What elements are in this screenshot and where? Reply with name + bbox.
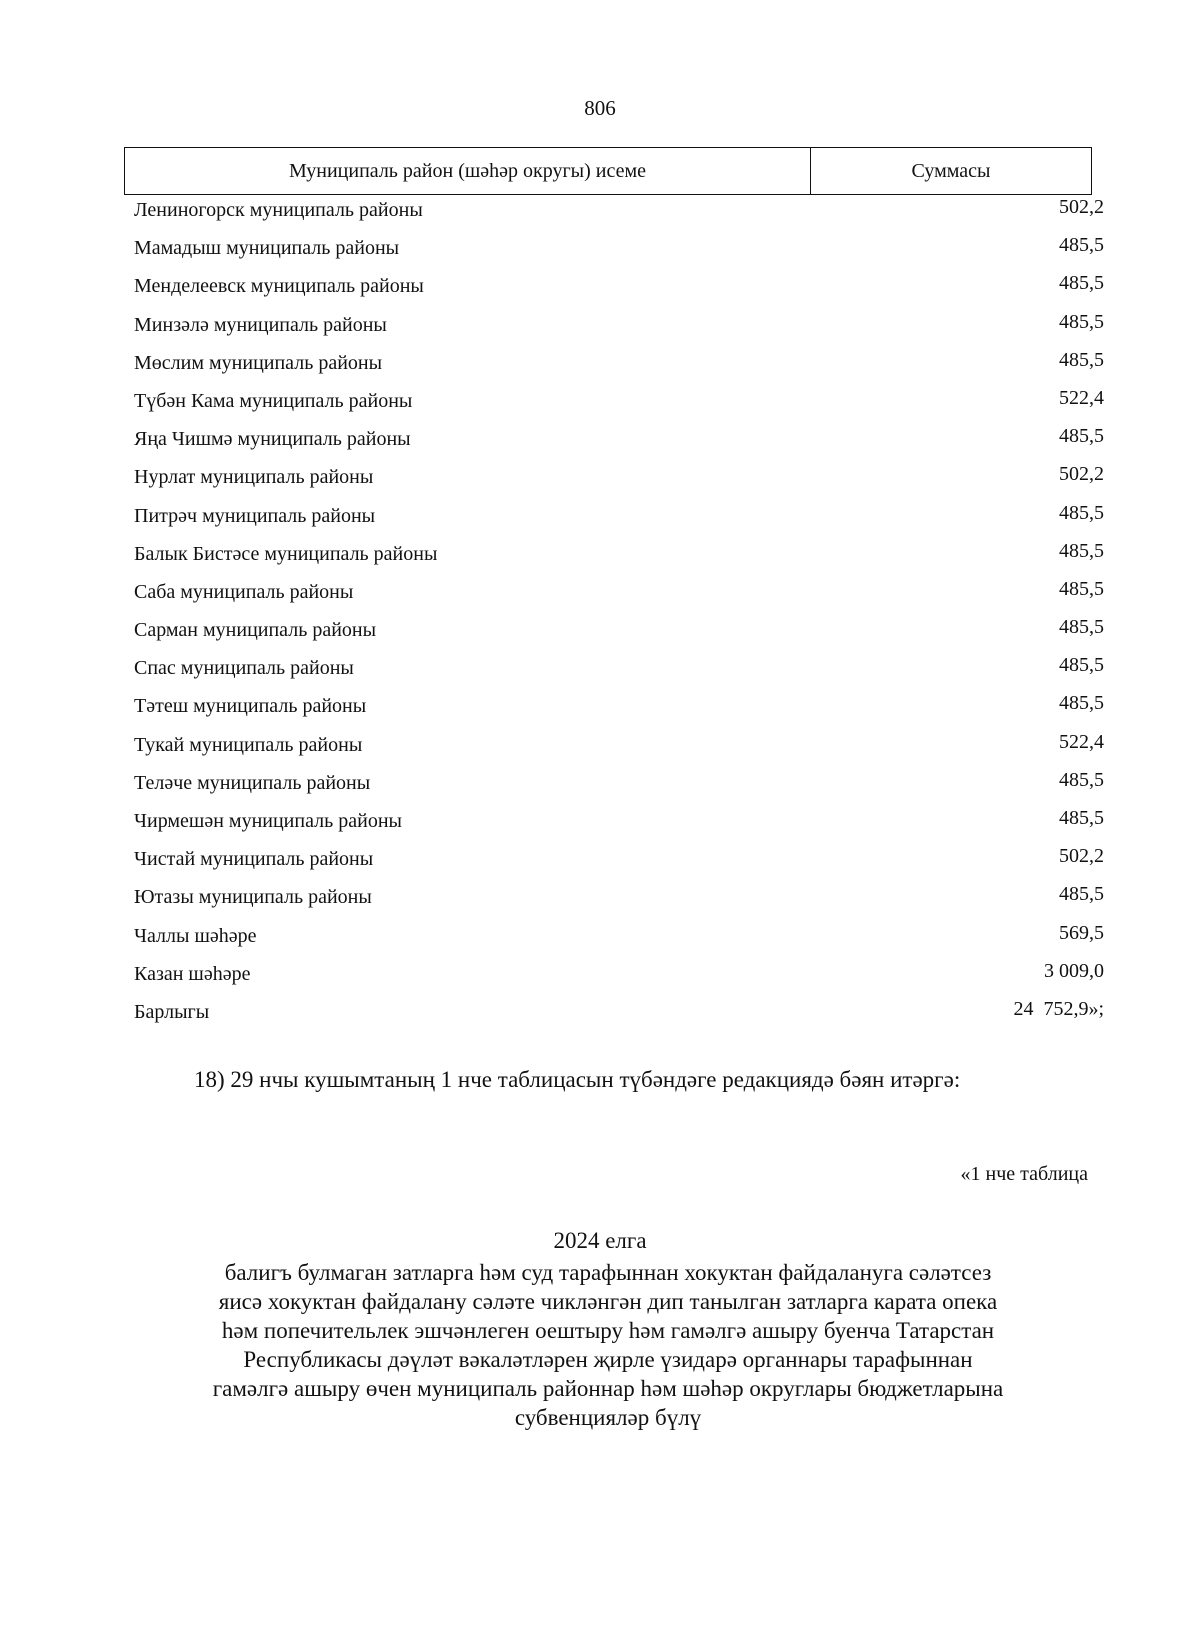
caption-title: [124, 1258, 1092, 1432]
row-name: Лениногорск муниципаль районы: [134, 199, 423, 221]
table-row: [134, 692, 1104, 730]
table-row: [134, 922, 1104, 960]
row-name: Нурлат муниципаль районы: [134, 466, 374, 489]
row-value: 485,5: [1059, 692, 1104, 715]
table-row: [134, 883, 1104, 921]
row-value: 485,5: [1059, 348, 1104, 371]
row-value: 24 752,9»;: [1013, 997, 1104, 1020]
row-name: Түбән Кама муниципаль районы: [134, 389, 413, 412]
table-row: [134, 387, 1104, 425]
row-name: Минзәлә муниципаль районы: [134, 313, 387, 336]
row-value: 522,4: [1059, 386, 1104, 409]
row-value: 485,5: [1059, 272, 1104, 295]
row-value: 502,2: [1059, 463, 1104, 486]
row-name: Балык Бистәсе муниципаль районы: [134, 542, 438, 565]
row-value: 485,5: [1059, 883, 1104, 906]
row-name: Тәтеш муниципаль районы: [134, 695, 367, 718]
table-row: [134, 654, 1104, 692]
caption-line: субвенцияләр бүлү: [514, 1405, 702, 1430]
table-row: [134, 540, 1104, 578]
row-value: 3 009,0: [1044, 959, 1104, 982]
table-row: [134, 196, 1104, 234]
row-value: 485,5: [1059, 501, 1104, 524]
row-value: 522,4: [1059, 730, 1104, 753]
row-value: 485,5: [1059, 616, 1104, 639]
row-value: 485,5: [1059, 807, 1104, 829]
caption-line: балигъ булмаган затларга һәм суд тарафыннан хокуктан файдалануга сәләтсез: [224, 1260, 992, 1285]
table-row: [134, 502, 1104, 540]
caption-line: гамәлгә ашыру өчен муниципаль районнар һәм шәһәр округлары бюджетларына: [212, 1376, 1004, 1401]
row-value: 485,5: [1059, 654, 1104, 677]
row-value: 485,5: [1059, 425, 1104, 448]
row-value: 485,5: [1059, 768, 1104, 791]
table-row: [134, 845, 1104, 883]
row-name: Казан шәһәре: [134, 962, 251, 985]
row-value: 502,2: [1059, 845, 1104, 868]
table-row: [134, 769, 1104, 807]
row-name: Спас муниципаль районы: [134, 657, 354, 680]
table-row: [134, 425, 1104, 463]
row-name: Чаллы шәһәре: [134, 924, 257, 947]
row-name: Чистай муниципаль районы: [134, 848, 374, 871]
row-name: Мөслим муниципаль районы: [134, 351, 383, 374]
row-name: Ютазы муниципаль районы: [134, 886, 372, 909]
table-row: [134, 349, 1104, 387]
caption-line: яисә хокуктан файдалану сәләте чикләнгән дип танылган затларга карата опека: [218, 1289, 998, 1314]
row-name: Тукай муниципаль районы: [134, 733, 363, 756]
table-row: [134, 731, 1104, 769]
header-name-cell: Муниципаль район (шәһәр округы) исеме: [125, 148, 811, 194]
row-name: Яңа Чишмә муниципаль районы: [134, 428, 411, 451]
caption-year: 2024 елга: [553, 1228, 647, 1253]
table-row: [134, 234, 1104, 272]
row-value: 569,5: [1059, 921, 1104, 944]
table-body: [134, 196, 1104, 1036]
table-label: «1 нче таблица: [960, 1163, 1088, 1185]
row-name: Сарман муниципаль районы: [134, 619, 377, 642]
table-row: [134, 311, 1104, 349]
table-row: [134, 463, 1104, 501]
caption-line: һәм попечительлек эшчәнлеген оештыру һәм гамәлгә ашыру буенча Татарстан: [221, 1318, 995, 1343]
row-name: Питрәч муниципаль районы: [134, 504, 376, 527]
table-row: [134, 807, 1104, 845]
row-value: 485,5: [1059, 234, 1104, 257]
row-name: Мамадыш муниципаль районы: [134, 237, 400, 260]
row-name: Менделеевск муниципаль районы: [134, 275, 424, 298]
row-value: 485,5: [1059, 577, 1104, 600]
table-row: [134, 616, 1104, 654]
table-row: [134, 578, 1104, 616]
row-name: Саба муниципаль районы: [134, 580, 354, 603]
row-name: Барлыгы: [134, 1000, 210, 1023]
row-value: 502,2: [1059, 196, 1104, 218]
table-row: [134, 998, 1104, 1036]
page-number: 806: [584, 96, 616, 120]
caption-line: Республикасы дәүләт вәкаләтләрен җирле үзидарә органнары тарафыннан: [243, 1347, 973, 1372]
amendment-paragraph: 18) 29 нчы кушымтаның 1 нче таблицасын түбәндәге редакциядә бәян итәргә:: [194, 1067, 961, 1092]
row-value: 485,5: [1059, 310, 1104, 333]
row-value: 485,5: [1059, 539, 1104, 562]
table-row: [134, 272, 1104, 310]
row-name: Чирмешән муниципаль районы: [134, 810, 402, 832]
row-name: Теләче муниципаль районы: [134, 771, 371, 794]
table-header: [124, 147, 1092, 195]
table-row: [134, 960, 1104, 998]
header-sum-cell: Суммасы: [911, 159, 991, 182]
